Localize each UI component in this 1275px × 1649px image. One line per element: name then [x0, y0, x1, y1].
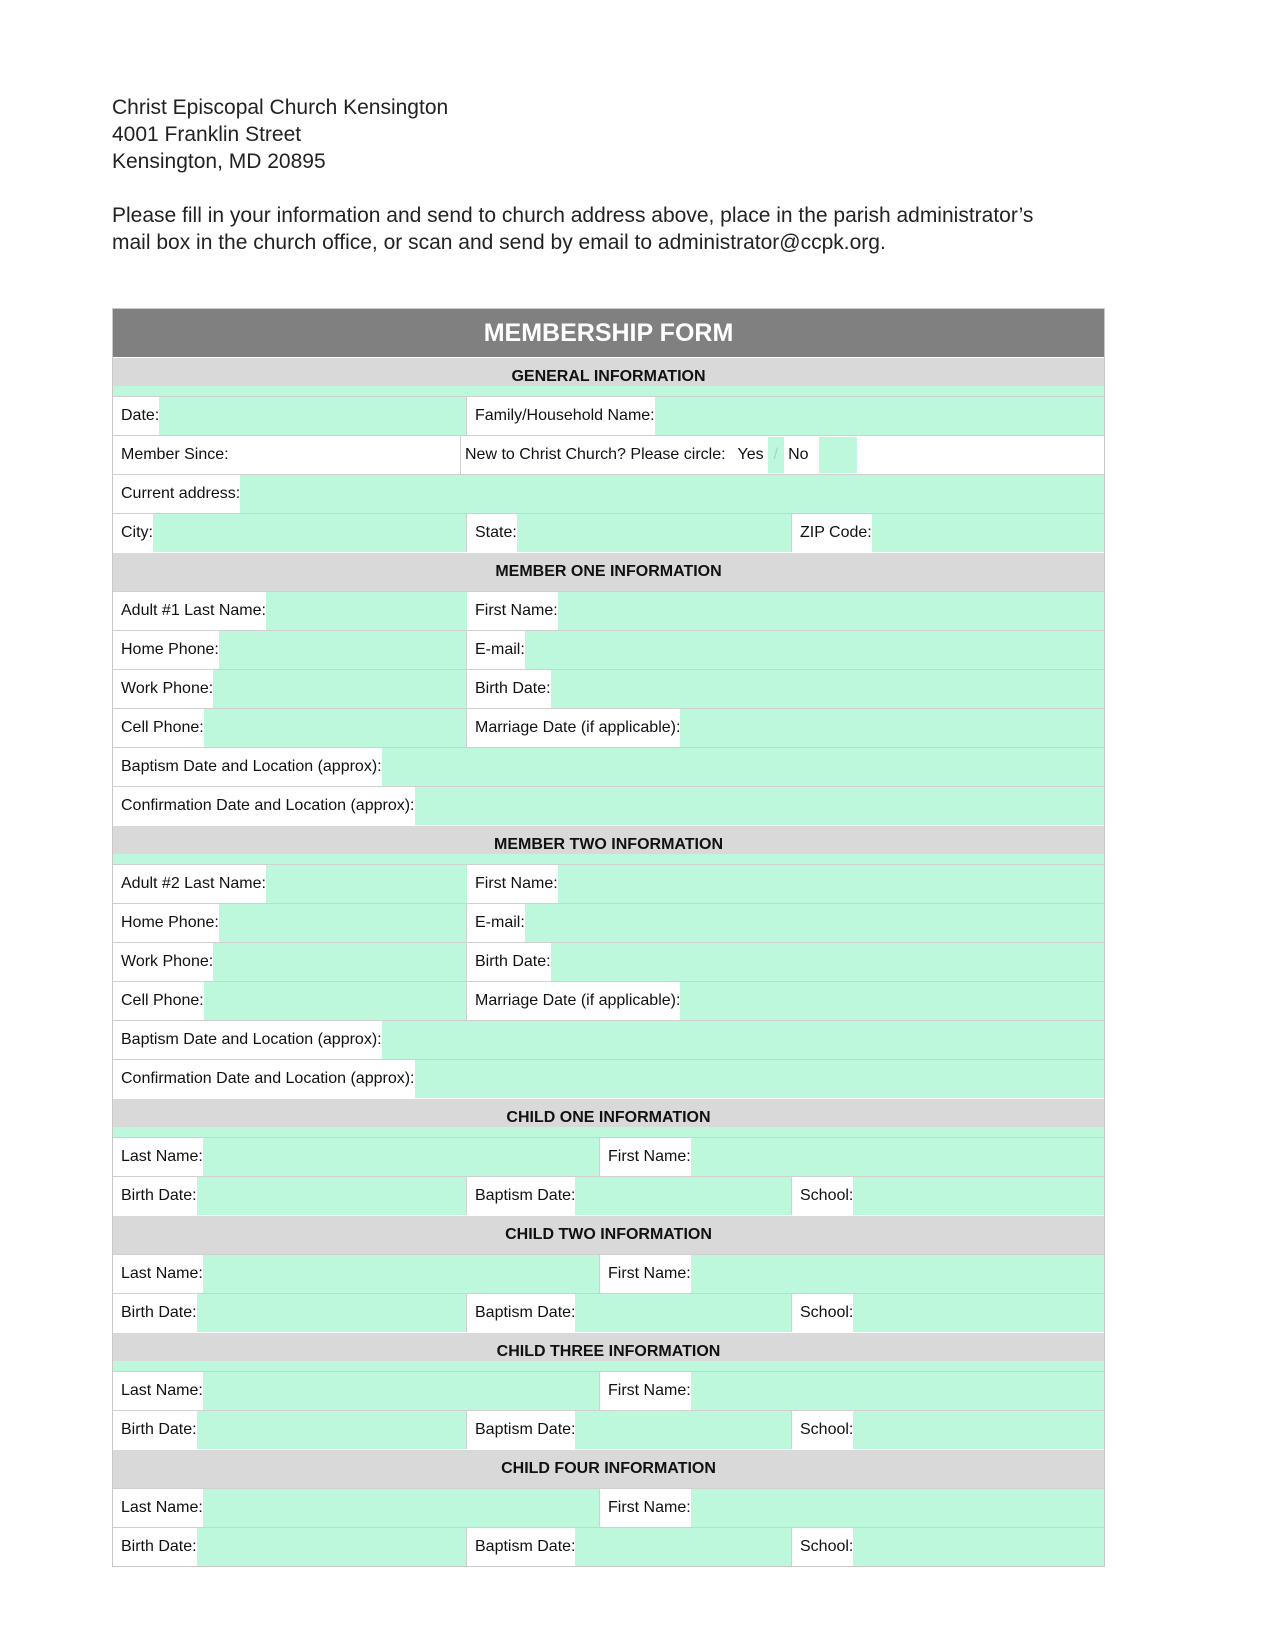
m2-last-cell — [113, 865, 467, 903]
new-to-church-label: New to Christ Church? Please circle: — [461, 436, 726, 474]
m1-birth-label: Birth Date: — [467, 670, 551, 708]
family-label: Family/Household Name: — [467, 397, 655, 435]
address-label: Current address: — [113, 475, 240, 513]
row-c1-details — [113, 1176, 1104, 1215]
m1-confirmation-field[interactable] — [415, 787, 1105, 825]
section-child-three-heading: CHILD THREE INFORMATION — [113, 1332, 1104, 1371]
row-m2-name — [113, 864, 1104, 903]
m2-first-cell — [467, 865, 1104, 903]
section-child-one-heading: CHILD ONE INFORMATION — [113, 1098, 1104, 1137]
row-m1-phone-email — [113, 630, 1104, 669]
m2-cell-label: Cell Phone: — [113, 982, 204, 1020]
m2-birth-label: Birth Date: — [467, 943, 551, 981]
section-general-heading: GENERAL INFORMATION — [113, 357, 1104, 396]
m1-confirmation-label: Confirmation Date and Location (approx): — [113, 787, 415, 825]
row-c4-name — [113, 1488, 1104, 1527]
c2-first-label: First Name: — [600, 1255, 691, 1293]
row-c3-details — [113, 1410, 1104, 1449]
c4-first-cell — [600, 1489, 1104, 1527]
m1-last-field[interactable] — [266, 592, 477, 630]
c2-school-field[interactable] — [853, 1294, 1104, 1332]
c4-last-label: Last Name: — [113, 1489, 203, 1527]
instructions-line-2: mail box in the church office, or scan and send by email to administrator@ccpk.org. — [112, 231, 886, 254]
city-cell — [113, 514, 467, 552]
no-option[interactable]: No — [788, 446, 809, 463]
m1-cell-cell — [113, 709, 467, 747]
m2-marriage-field[interactable] — [680, 982, 1104, 1020]
address-cell — [113, 475, 1104, 513]
c1-last-label: Last Name: — [113, 1138, 203, 1176]
c4-last-field[interactable] — [203, 1489, 599, 1527]
row-m1-baptism — [113, 747, 1104, 786]
m2-baptism-label: Baptism Date and Location (approx): — [113, 1021, 382, 1059]
m2-first-label: First Name: — [467, 865, 558, 903]
c2-first-field[interactable] — [691, 1255, 1104, 1293]
m2-last-field[interactable] — [266, 865, 477, 903]
m1-birth-field[interactable] — [551, 670, 1104, 708]
c4-birth-label: Birth Date: — [113, 1528, 197, 1566]
section-member-two-heading: MEMBER TWO INFORMATION — [113, 825, 1104, 864]
c1-first-field[interactable] — [691, 1138, 1104, 1176]
m2-email-cell — [467, 904, 1104, 942]
member-since-label: Member Since: — [113, 436, 229, 474]
m1-cell-field[interactable] — [204, 709, 466, 747]
c3-last-field[interactable] — [203, 1372, 599, 1410]
section-member-one-heading: MEMBER ONE INFORMATION — [113, 552, 1104, 591]
row-m1-confirmation — [113, 786, 1104, 825]
date-field[interactable] — [159, 397, 466, 435]
row-city-state-zip — [113, 513, 1104, 552]
m2-birth-field[interactable] — [551, 943, 1104, 981]
slash-separator: / — [768, 437, 784, 473]
m2-home-cell — [113, 904, 467, 942]
member-since-cell — [113, 436, 461, 474]
yes-option[interactable]: Yes — [737, 446, 764, 463]
m1-marriage-cell — [467, 709, 1104, 747]
c1-last-field[interactable] — [203, 1138, 599, 1176]
m2-marriage-cell — [467, 982, 1104, 1020]
c1-birth-field[interactable] — [197, 1177, 466, 1215]
row-m2-cell-marriage — [113, 981, 1104, 1020]
c3-baptism-label: Baptism Date: — [467, 1411, 575, 1449]
c1-last-cell — [113, 1138, 600, 1176]
c3-birth-field[interactable] — [197, 1411, 466, 1449]
row-m2-confirmation — [113, 1059, 1104, 1098]
c4-school-cell — [792, 1528, 1104, 1566]
membership-form — [112, 308, 1105, 1567]
row-date-family — [113, 396, 1104, 435]
yes-no-choice — [726, 436, 857, 474]
m2-first-field[interactable] — [558, 865, 1104, 903]
c1-birth-label: Birth Date: — [113, 1177, 197, 1215]
c4-first-label: First Name: — [600, 1489, 691, 1527]
m1-work-cell — [113, 670, 467, 708]
c2-baptism-field[interactable] — [575, 1294, 791, 1332]
m1-cell-label: Cell Phone: — [113, 709, 204, 747]
c4-baptism-cell — [467, 1528, 792, 1566]
city-field[interactable] — [153, 514, 466, 552]
m1-marriage-label: Marriage Date (if applicable): — [467, 709, 680, 747]
city-label: City: — [113, 514, 153, 552]
church-address-block — [112, 94, 448, 175]
m1-home-cell — [113, 631, 467, 669]
m1-email-field[interactable] — [525, 631, 1104, 669]
address-field[interactable] — [240, 475, 1104, 513]
m2-home-field[interactable] — [219, 904, 466, 942]
c1-first-label: First Name: — [600, 1138, 691, 1176]
family-field[interactable] — [655, 397, 1104, 435]
c2-school-label: School: — [792, 1294, 853, 1332]
m2-baptism-field[interactable] — [382, 1021, 1104, 1059]
c3-first-label: First Name: — [600, 1372, 691, 1410]
c3-birth-cell — [113, 1411, 467, 1449]
state-label: State: — [467, 514, 517, 552]
m1-marriage-field[interactable] — [680, 709, 1104, 747]
m2-cell-field[interactable] — [204, 982, 466, 1020]
m1-home-label: Home Phone: — [113, 631, 219, 669]
c3-baptism-cell — [467, 1411, 792, 1449]
zip-field[interactable] — [872, 514, 1104, 552]
c1-baptism-field[interactable] — [575, 1177, 791, 1215]
c4-last-cell — [113, 1489, 600, 1527]
family-cell — [467, 397, 1104, 435]
m1-baptism-field[interactable] — [382, 748, 1104, 786]
c4-birth-cell — [113, 1528, 467, 1566]
c2-last-label: Last Name: — [113, 1255, 203, 1293]
c3-school-cell — [792, 1411, 1104, 1449]
c3-school-field[interactable] — [853, 1411, 1104, 1449]
m1-last-cell — [113, 592, 467, 630]
c3-first-cell — [600, 1372, 1104, 1410]
m1-home-field[interactable] — [219, 631, 466, 669]
c4-birth-field[interactable] — [197, 1528, 466, 1566]
m2-email-field[interactable] — [525, 904, 1104, 942]
row-c3-name — [113, 1371, 1104, 1410]
m2-marriage-label: Marriage Date (if applicable): — [467, 982, 680, 1020]
c4-first-field[interactable] — [691, 1489, 1104, 1527]
c3-last-label: Last Name: — [113, 1372, 203, 1410]
c2-birth-cell — [113, 1294, 467, 1332]
church-city: Kensington, MD 20895 — [112, 150, 326, 173]
row-c1-name — [113, 1137, 1104, 1176]
row-m1-cell-marriage — [113, 708, 1104, 747]
m2-birth-cell — [467, 943, 1104, 981]
m2-last-label: Adult #2 Last Name: — [113, 865, 266, 903]
state-cell — [467, 514, 792, 552]
row-c2-name — [113, 1254, 1104, 1293]
church-street: 4001 Franklin Street — [112, 123, 302, 146]
c1-first-cell — [600, 1138, 1104, 1176]
row-c4-details — [113, 1527, 1104, 1566]
instructions-line-1: Please fill in your information and send to church address above, place in the parish administrator’s — [112, 204, 1034, 227]
c4-baptism-field[interactable] — [575, 1528, 791, 1566]
c3-birth-label: Birth Date: — [113, 1411, 197, 1449]
form-title: MEMBERSHIP FORM — [113, 309, 1104, 357]
row-m2-phone-email — [113, 903, 1104, 942]
new-to-church-cell — [461, 436, 1104, 474]
c2-birth-field[interactable] — [197, 1294, 466, 1332]
c3-baptism-field[interactable] — [575, 1411, 791, 1449]
c1-school-label: School: — [792, 1177, 853, 1215]
no-circle-area[interactable] — [819, 437, 857, 473]
m1-birth-cell — [467, 670, 1104, 708]
m2-confirmation-label: Confirmation Date and Location (approx): — [113, 1060, 415, 1098]
state-field[interactable] — [517, 514, 791, 552]
c4-school-field[interactable] — [853, 1528, 1104, 1566]
row-member-since — [113, 435, 1104, 474]
c2-last-cell — [113, 1255, 600, 1293]
m2-work-cell — [113, 943, 467, 981]
c1-birth-cell — [113, 1177, 467, 1215]
c2-last-field[interactable] — [203, 1255, 599, 1293]
c2-first-cell — [600, 1255, 1104, 1293]
zip-cell — [792, 514, 1104, 552]
m2-baptism-cell — [113, 1021, 1104, 1059]
zip-label: ZIP Code: — [792, 514, 872, 552]
m2-confirmation-field[interactable] — [415, 1060, 1105, 1098]
c2-baptism-label: Baptism Date: — [467, 1294, 575, 1332]
m1-work-label: Work Phone: — [113, 670, 213, 708]
m1-first-label: First Name: — [467, 592, 558, 630]
m2-cell-cell — [113, 982, 467, 1020]
m2-work-field[interactable] — [213, 943, 466, 981]
m2-email-label: E-mail: — [467, 904, 525, 942]
c2-school-cell — [792, 1294, 1104, 1332]
m1-email-label: E-mail: — [467, 631, 525, 669]
m1-confirmation-cell — [113, 787, 1104, 825]
c2-baptism-cell — [467, 1294, 792, 1332]
m2-confirmation-cell — [113, 1060, 1104, 1098]
c3-school-label: School: — [792, 1411, 853, 1449]
row-c2-details — [113, 1293, 1104, 1332]
m1-email-cell — [467, 631, 1104, 669]
m1-baptism-label: Baptism Date and Location (approx): — [113, 748, 382, 786]
c3-last-cell — [113, 1372, 600, 1410]
c1-baptism-cell — [467, 1177, 792, 1215]
m1-last-label: Adult #1 Last Name: — [113, 592, 266, 630]
instructions — [112, 202, 1112, 256]
c2-birth-label: Birth Date: — [113, 1294, 197, 1332]
m1-first-cell — [467, 592, 1104, 630]
c4-school-label: School: — [792, 1528, 853, 1566]
m1-work-field[interactable] — [213, 670, 466, 708]
c1-school-field[interactable] — [853, 1177, 1104, 1215]
m2-work-label: Work Phone: — [113, 943, 213, 981]
row-m2-work-birth — [113, 942, 1104, 981]
section-child-four-heading: CHILD FOUR INFORMATION — [113, 1449, 1104, 1488]
m2-home-label: Home Phone: — [113, 904, 219, 942]
date-label: Date: — [113, 397, 159, 435]
row-address — [113, 474, 1104, 513]
c1-school-cell — [792, 1177, 1104, 1215]
row-m1-work-birth — [113, 669, 1104, 708]
c3-first-field[interactable] — [691, 1372, 1104, 1410]
c4-baptism-label: Baptism Date: — [467, 1528, 575, 1566]
date-cell — [113, 397, 467, 435]
c1-baptism-label: Baptism Date: — [467, 1177, 575, 1215]
church-name: Christ Episcopal Church Kensington — [112, 96, 449, 119]
m1-first-field[interactable] — [558, 592, 1104, 630]
m1-baptism-cell — [113, 748, 1104, 786]
row-m2-baptism — [113, 1020, 1104, 1059]
row-m1-name — [113, 591, 1104, 630]
section-child-two-heading: CHILD TWO INFORMATION — [113, 1215, 1104, 1254]
